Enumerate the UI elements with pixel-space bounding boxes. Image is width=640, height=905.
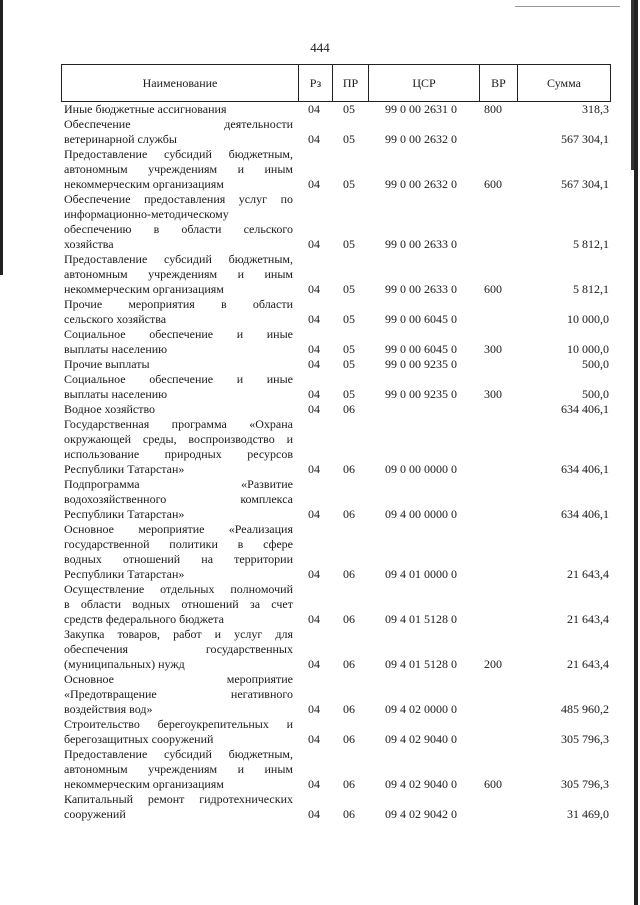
- row-vr: 600: [484, 777, 502, 791]
- row-name-line: Республики Татарстан»: [64, 462, 185, 476]
- row-csr: 99 0 00 2631 0: [385, 102, 457, 116]
- row-name: [64, 117, 297, 147]
- row-vr: 600: [484, 282, 502, 296]
- row-name: [64, 627, 297, 672]
- row-name-line: Основное мероприятие «Реализация: [64, 522, 293, 536]
- row-rz: 04: [308, 657, 320, 671]
- row-name-line: обеспечению в области сельского: [64, 222, 293, 236]
- row-rz: 04: [308, 777, 320, 791]
- row-csr: 09 4 01 0000 0: [385, 567, 457, 581]
- row-name-line: сооружений: [64, 807, 126, 821]
- row-sum: 500,0: [582, 387, 609, 401]
- header-sum: Сумма: [547, 75, 581, 90]
- row-rz: 04: [308, 612, 320, 626]
- row-name-line: автономным учреждениям и иным: [64, 162, 293, 176]
- row-sum: 634 406,1: [561, 402, 609, 416]
- row-rz: 04: [308, 702, 320, 716]
- row-sum: 5 812,1: [573, 237, 609, 251]
- row-rz: 04: [308, 237, 320, 251]
- table-row: [64, 357, 609, 372]
- row-csr: 09 4 02 9040 0: [385, 732, 457, 746]
- row-sum: 21 643,4: [567, 567, 609, 581]
- row-name-line: Государственная программа «Охрана: [64, 417, 293, 431]
- row-csr: 99 0 00 2633 0: [385, 282, 457, 296]
- row-name: [64, 102, 297, 117]
- row-pr: 05: [343, 387, 355, 401]
- row-name-line: Предоставление субсидий бюджетным,: [64, 147, 293, 161]
- row-csr: 09 4 02 9042 0: [385, 807, 457, 821]
- row-sum: 305 796,3: [561, 777, 609, 791]
- row-name-line: выплаты населению: [64, 387, 168, 401]
- row-name: [64, 417, 297, 477]
- row-pr: 06: [343, 777, 355, 791]
- row-rz: 04: [308, 132, 320, 146]
- table-row: [64, 717, 609, 747]
- row-pr: 06: [343, 612, 355, 626]
- row-name-line: Прочие мероприятия в области: [64, 297, 293, 311]
- row-name-line: Осуществление отдельных полномочий: [64, 582, 293, 596]
- table-row: [64, 627, 609, 672]
- row-pr: 06: [343, 732, 355, 746]
- row-name: [64, 792, 297, 822]
- row-name-line: Социальное обеспечение и иные: [64, 327, 293, 341]
- row-name: [64, 402, 297, 417]
- table-row: [64, 672, 609, 717]
- row-name-line: автономным учреждениям и иным: [64, 267, 293, 281]
- row-name-line: Основное мероприятие: [64, 672, 293, 686]
- row-pr: 05: [343, 237, 355, 251]
- row-pr: 06: [343, 507, 355, 521]
- row-name-line: Закупка товаров, работ и услуг для: [64, 627, 293, 641]
- table-row: [64, 477, 609, 522]
- row-csr: 99 0 00 2633 0: [385, 237, 457, 251]
- row-name-line: Предоставление субсидий бюджетным,: [64, 747, 293, 761]
- row-rz: 04: [308, 567, 320, 581]
- row-name: [64, 327, 297, 357]
- row-sum: 567 304,1: [561, 132, 609, 146]
- row-csr: 99 0 00 6045 0: [385, 342, 457, 356]
- row-rz: 04: [308, 357, 320, 371]
- row-sum: 634 406,1: [561, 507, 609, 521]
- row-csr: 09 4 01 5128 0: [385, 612, 457, 626]
- row-name: [64, 252, 297, 297]
- row-name-line: сельского хозяйства: [64, 312, 167, 326]
- row-name-line: окружающей среды, воспроизводство и: [64, 432, 293, 446]
- row-pr: 05: [343, 312, 355, 326]
- table-row: [64, 402, 609, 417]
- row-name-line: Иные бюджетные ассигнования: [64, 102, 227, 116]
- row-sum: 305 796,3: [561, 732, 609, 746]
- row-csr: 09 4 00 0000 0: [385, 507, 457, 521]
- row-sum: 21 643,4: [567, 612, 609, 626]
- row-rz: 04: [308, 507, 320, 521]
- row-pr: 06: [343, 462, 355, 476]
- row-rz: 04: [308, 387, 320, 401]
- row-name-line: водохозяйственного комплекса: [64, 492, 293, 506]
- row-csr: 09 0 00 0000 0: [385, 462, 457, 476]
- table-row: [64, 102, 609, 117]
- row-rz: 04: [308, 807, 320, 821]
- header-vr: ВР: [480, 65, 518, 101]
- row-rz: 04: [308, 282, 320, 296]
- table-row: [64, 147, 609, 192]
- row-rz: 04: [308, 402, 320, 416]
- row-name-line: обеспечения государственных: [64, 642, 293, 656]
- row-name-line: в области водных отношений за счет: [64, 597, 293, 611]
- row-pr: 06: [343, 702, 355, 716]
- row-name: [64, 147, 297, 192]
- row-name-line: Капитальный ремонт гидротехнических: [64, 792, 293, 806]
- row-name-line: воздействия вод»: [64, 702, 153, 716]
- row-name-line: средств федерального бюджета: [64, 612, 224, 626]
- row-csr: 09 4 01 5128 0: [385, 657, 457, 671]
- row-sum: 31 469,0: [567, 807, 609, 821]
- row-name: [64, 372, 297, 402]
- row-name-line: выплаты населению: [64, 342, 168, 356]
- row-name-line: Водное хозяйство: [64, 402, 156, 416]
- row-name: [64, 477, 297, 522]
- row-pr: 06: [343, 657, 355, 671]
- row-name-line: берегозащитных сооружений: [64, 732, 214, 746]
- row-name-line: некоммерческим организациям: [64, 177, 224, 191]
- row-name-line: «Предотвращение негативного: [64, 687, 293, 701]
- row-csr: 09 4 02 9040 0: [385, 777, 457, 791]
- row-csr: 99 0 00 2632 0: [385, 132, 457, 146]
- row-pr: 06: [343, 567, 355, 581]
- row-rz: 04: [308, 732, 320, 746]
- row-name: [64, 717, 297, 747]
- table-row: [64, 297, 609, 327]
- row-rz: 04: [308, 102, 320, 116]
- row-rz: 04: [308, 462, 320, 476]
- row-sum: 5 812,1: [573, 282, 609, 296]
- table-row: [64, 747, 609, 792]
- row-name: [64, 357, 297, 372]
- row-name-line: (муниципальных) нужд: [64, 657, 185, 671]
- table-row: [64, 192, 609, 252]
- row-rz: 04: [308, 177, 320, 191]
- row-name-line: ветеринарной службы: [64, 132, 177, 146]
- row-name-line: некоммерческим организациям: [64, 282, 224, 296]
- row-name-line: Предоставление субсидий бюджетным,: [64, 252, 293, 266]
- table-row: [64, 582, 609, 627]
- row-csr: 99 0 00 2632 0: [385, 177, 457, 191]
- row-rz: 04: [308, 312, 320, 326]
- table-row: [64, 372, 609, 402]
- row-vr: 200: [484, 657, 502, 671]
- row-csr: 99 0 00 9235 0: [385, 357, 457, 371]
- row-vr: 300: [484, 387, 502, 401]
- row-name-line: Республики Татарстан»: [64, 507, 185, 521]
- row-name: [64, 747, 297, 792]
- row-csr: 99 0 00 9235 0: [385, 387, 457, 401]
- row-name-line: автономным учреждениям и иным: [64, 762, 293, 776]
- row-name-line: водных отношений на территории: [64, 552, 293, 566]
- row-sum: 634 406,1: [561, 462, 609, 476]
- row-name-line: использование природных ресурсов: [64, 447, 293, 461]
- header-pr: ПР: [333, 65, 369, 101]
- scan-top-line: [515, 6, 620, 7]
- row-name: [64, 297, 297, 327]
- header-rz: Рз: [299, 65, 333, 101]
- scan-border-right-top: [631, 0, 634, 170]
- row-name-line: Подпрограмма «Развитие: [64, 477, 293, 491]
- row-pr: 05: [343, 357, 355, 371]
- row-pr: 05: [343, 177, 355, 191]
- row-name-line: Республики Татарстан»: [64, 567, 185, 581]
- table-row: [64, 117, 609, 147]
- table-row: [64, 792, 609, 822]
- row-vr: 300: [484, 342, 502, 356]
- row-name-line: некоммерческим организациям: [64, 777, 224, 791]
- row-name-line: Строительство берегоукрепительных и: [64, 717, 293, 731]
- row-name: [64, 522, 297, 582]
- row-pr: 05: [343, 102, 355, 116]
- row-sum: 500,0: [582, 357, 609, 371]
- row-csr: 99 0 00 6045 0: [385, 312, 457, 326]
- row-pr: 06: [343, 807, 355, 821]
- row-name-line: Обеспечение деятельности: [64, 117, 293, 131]
- row-csr: 09 4 02 0000 0: [385, 702, 457, 716]
- header-csr: ЦСР: [369, 65, 480, 101]
- row-name: [64, 192, 297, 252]
- row-sum: 21 643,4: [567, 657, 609, 671]
- row-pr: 06: [343, 402, 355, 416]
- row-pr: 05: [343, 282, 355, 296]
- row-name-line: информационно-методическому: [64, 207, 229, 221]
- row-sum: 318,3: [582, 102, 609, 116]
- table-body: [64, 102, 609, 822]
- row-vr: 600: [484, 177, 502, 191]
- row-pr: 05: [343, 132, 355, 146]
- row-pr: 05: [343, 342, 355, 356]
- table-row: [64, 327, 609, 357]
- table-row: [64, 252, 609, 297]
- row-name-line: хозяйства: [64, 237, 114, 251]
- row-sum: 10 000,0: [567, 312, 609, 326]
- row-name: [64, 672, 297, 717]
- page-number: 444: [310, 40, 330, 55]
- row-name-line: Обеспечение предоставления услуг по: [64, 192, 293, 206]
- scan-border-right: [634, 0, 638, 905]
- table-row: [64, 417, 609, 477]
- table-header: [61, 64, 611, 102]
- row-rz: 04: [308, 342, 320, 356]
- row-vr: 800: [484, 102, 502, 116]
- row-name-line: Прочие выплаты: [64, 357, 150, 371]
- row-name-line: Социальное обеспечение и иные: [64, 372, 293, 386]
- table-row: [64, 522, 609, 582]
- row-sum: 485 960,2: [561, 702, 609, 716]
- row-name: [64, 582, 297, 627]
- row-sum: 10 000,0: [567, 342, 609, 356]
- row-name-line: государственной политики в сфере: [64, 537, 293, 551]
- header-name: Наименование: [62, 65, 299, 101]
- row-sum: 567 304,1: [561, 177, 609, 191]
